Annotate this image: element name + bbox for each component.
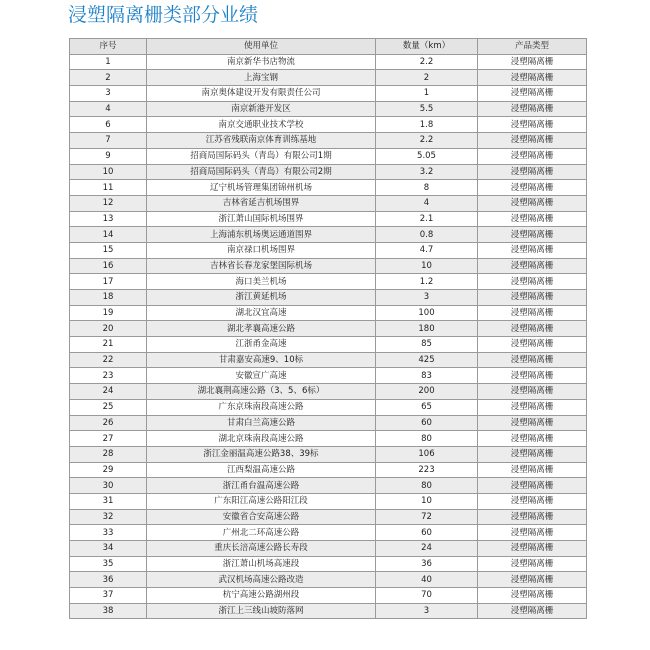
cell-product-type: 浸塑隔离栅 [478,274,587,290]
cell-quantity: 2.2 [376,133,478,149]
cell-index: 10 [70,164,147,180]
cell-product-type: 浸塑隔离栅 [478,86,587,102]
table-row [70,86,587,102]
cell-unit: 江西梨温高速公路 [147,462,376,478]
cell-quantity: 5.05 [376,148,478,164]
table-row [70,274,587,290]
cell-quantity: 4 [376,195,478,211]
cell-quantity: 2 [376,70,478,86]
cell-product-type: 浸塑隔离栅 [478,164,587,180]
cell-index: 13 [70,211,147,227]
cell-product-type: 浸塑隔离栅 [478,384,587,400]
cell-unit: 南京禄口机场围界 [147,242,376,258]
cell-index: 9 [70,148,147,164]
cell-product-type: 浸塑隔离栅 [478,415,587,431]
cell-index: 1 [70,54,147,70]
table-row [70,337,587,353]
cell-quantity: 1 [376,86,478,102]
cell-unit: 海口美兰机场 [147,274,376,290]
cell-index: 23 [70,368,147,384]
cell-unit: 浙江甬台温高速公路 [147,478,376,494]
table-row [70,493,587,509]
table-row [70,117,587,133]
table-row [70,431,587,447]
table-row [70,588,587,604]
cell-product-type: 浸塑隔离栅 [478,101,587,117]
cell-unit: 南京交通职业技术学校 [147,117,376,133]
table-row [70,368,587,384]
cell-quantity: 83 [376,368,478,384]
table-row [70,195,587,211]
cell-quantity: 80 [376,431,478,447]
cell-product-type: 浸塑隔离栅 [478,305,587,321]
cell-quantity: 3 [376,290,478,306]
table-row [70,446,587,462]
cell-index: 34 [70,541,147,557]
cell-unit: 南京奥体建设开发有限责任公司 [147,86,376,102]
cell-unit: 广东阳江高速公路阳江段 [147,493,376,509]
cell-quantity: 5.5 [376,101,478,117]
cell-index: 25 [70,399,147,415]
cell-product-type: 浸塑隔离栅 [478,321,587,337]
cell-index: 4 [70,101,147,117]
cell-index: 37 [70,588,147,604]
table-row [70,541,587,557]
cell-unit: 湖北汉宜高速 [147,305,376,321]
cell-index: 26 [70,415,147,431]
cell-index: 32 [70,509,147,525]
cell-unit: 安徽省合安高速公路 [147,509,376,525]
cell-quantity: 70 [376,588,478,604]
cell-index: 21 [70,337,147,353]
column-header-unit: 使用单位 [147,39,376,55]
cell-quantity: 0.8 [376,227,478,243]
table-row [70,509,587,525]
cell-unit: 南京新港开发区 [147,101,376,117]
cell-unit: 浙江上三线山坡防落网 [147,603,376,619]
cell-product-type: 浸塑隔离栅 [478,603,587,619]
cell-unit: 招商局国际码头（青岛）有限公司2期 [147,164,376,180]
cell-index: 7 [70,133,147,149]
cell-product-type: 浸塑隔离栅 [478,525,587,541]
cell-product-type: 浸塑隔离栅 [478,478,587,494]
cell-unit: 湖北京珠南段高速公路 [147,431,376,447]
cell-quantity: 2.2 [376,54,478,70]
cell-unit: 浙江金丽温高速公路38、39标 [147,446,376,462]
cell-unit: 南京新华书店物流 [147,54,376,70]
page-title: 浸塑隔离栅类部分业绩 [68,4,259,26]
cell-product-type: 浸塑隔离栅 [478,399,587,415]
table-row [70,242,587,258]
cell-index: 15 [70,242,147,258]
cell-unit: 湖北襄荆高速公路（3、5、6标） [147,384,376,400]
cell-quantity: 65 [376,399,478,415]
table-header-row [70,39,587,55]
cell-product-type: 浸塑隔离栅 [478,117,587,133]
table-row [70,133,587,149]
cell-index: 28 [70,446,147,462]
cell-product-type: 浸塑隔离栅 [478,148,587,164]
table-row [70,305,587,321]
cell-quantity: 80 [376,478,478,494]
cell-quantity: 425 [376,352,478,368]
cell-product-type: 浸塑隔离栅 [478,133,587,149]
cell-product-type: 浸塑隔离栅 [478,195,587,211]
table-row [70,399,587,415]
cell-index: 2 [70,70,147,86]
cell-unit: 甘肃白兰高速公路 [147,415,376,431]
cell-index: 20 [70,321,147,337]
cell-product-type: 浸塑隔离栅 [478,211,587,227]
cell-product-type: 浸塑隔离栅 [478,462,587,478]
table-row [70,148,587,164]
table-row [70,556,587,572]
cell-product-type: 浸塑隔离栅 [478,588,587,604]
cell-index: 17 [70,274,147,290]
cell-product-type: 浸塑隔离栅 [478,54,587,70]
cell-product-type: 浸塑隔离栅 [478,556,587,572]
cell-product-type: 浸塑隔离栅 [478,70,587,86]
cell-unit: 浙江萧山国际机场围界 [147,211,376,227]
cell-quantity: 3 [376,603,478,619]
cell-index: 31 [70,493,147,509]
cell-quantity: 100 [376,305,478,321]
cell-index: 18 [70,290,147,306]
column-header-quantity: 数量（km） [376,39,478,55]
cell-index: 29 [70,462,147,478]
cell-index: 35 [70,556,147,572]
table-row [70,180,587,196]
cell-quantity: 85 [376,337,478,353]
table-body [70,54,587,619]
cell-unit: 杭宁高速公路湖州段 [147,588,376,604]
table-row [70,101,587,117]
cell-index: 14 [70,227,147,243]
cell-unit: 上海宝钢 [147,70,376,86]
cell-quantity: 10 [376,493,478,509]
column-header-product-type: 产品类型 [478,39,587,55]
cell-product-type: 浸塑隔离栅 [478,290,587,306]
column-header-index: 序号 [70,39,147,55]
cell-index: 36 [70,572,147,588]
cell-product-type: 浸塑隔离栅 [478,446,587,462]
cell-quantity: 40 [376,572,478,588]
cell-product-type: 浸塑隔离栅 [478,352,587,368]
table-row [70,54,587,70]
cell-index: 16 [70,258,147,274]
table-row [70,384,587,400]
cell-unit: 安徽宣广高速 [147,368,376,384]
cell-product-type: 浸塑隔离栅 [478,337,587,353]
cell-quantity: 72 [376,509,478,525]
cell-index: 24 [70,384,147,400]
cell-quantity: 180 [376,321,478,337]
cell-unit: 广东京珠南段高速公路 [147,399,376,415]
performance-table [69,38,587,619]
cell-quantity: 223 [376,462,478,478]
cell-unit: 甘肃嘉安高速9、10标 [147,352,376,368]
cell-product-type: 浸塑隔离栅 [478,431,587,447]
cell-index: 12 [70,195,147,211]
cell-product-type: 浸塑隔离栅 [478,572,587,588]
cell-unit: 浙江黄延机场 [147,290,376,306]
cell-quantity: 24 [376,541,478,557]
table-row [70,258,587,274]
cell-unit: 广州北二环高速公路 [147,525,376,541]
table-row [70,164,587,180]
cell-quantity: 36 [376,556,478,572]
cell-product-type: 浸塑隔离栅 [478,227,587,243]
cell-quantity: 10 [376,258,478,274]
table-row [70,211,587,227]
cell-unit: 武汉机场高速公路改造 [147,572,376,588]
cell-index: 11 [70,180,147,196]
cell-quantity: 3.2 [376,164,478,180]
table-row [70,227,587,243]
cell-product-type: 浸塑隔离栅 [478,368,587,384]
cell-product-type: 浸塑隔离栅 [478,258,587,274]
cell-unit: 吉林省长春龙家堡国际机场 [147,258,376,274]
cell-quantity: 60 [376,415,478,431]
cell-index: 30 [70,478,147,494]
cell-index: 3 [70,86,147,102]
cell-quantity: 60 [376,525,478,541]
cell-unit: 吉林省延吉机场围界 [147,195,376,211]
table-row [70,603,587,619]
cell-index: 33 [70,525,147,541]
table-row [70,415,587,431]
cell-unit: 江苏省残联南京体育训练基地 [147,133,376,149]
cell-product-type: 浸塑隔离栅 [478,493,587,509]
cell-unit: 上海浦东机场奥运通道围界 [147,227,376,243]
table-row [70,462,587,478]
cell-quantity: 1.8 [376,117,478,133]
table-row [70,525,587,541]
cell-index: 38 [70,603,147,619]
cell-unit: 浙江萧山机场高速段 [147,556,376,572]
table-row [70,352,587,368]
cell-quantity: 8 [376,180,478,196]
cell-quantity: 106 [376,446,478,462]
cell-index: 22 [70,352,147,368]
cell-unit: 重庆长涪高速公路长寿段 [147,541,376,557]
cell-product-type: 浸塑隔离栅 [478,242,587,258]
cell-quantity: 4.7 [376,242,478,258]
table-row [70,290,587,306]
cell-index: 19 [70,305,147,321]
cell-unit: 湖北孝襄高速公路 [147,321,376,337]
cell-unit: 辽宁机场管理集团锦州机场 [147,180,376,196]
cell-quantity: 2.1 [376,211,478,227]
cell-unit: 江浙甬金高速 [147,337,376,353]
cell-product-type: 浸塑隔离栅 [478,509,587,525]
cell-unit: 招商局国际码头（青岛）有限公司1期 [147,148,376,164]
cell-index: 6 [70,117,147,133]
cell-product-type: 浸塑隔离栅 [478,541,587,557]
table-row [70,572,587,588]
cell-quantity: 200 [376,384,478,400]
table-row [70,478,587,494]
table-row [70,321,587,337]
cell-product-type: 浸塑隔离栅 [478,180,587,196]
table-row [70,70,587,86]
cell-index: 27 [70,431,147,447]
cell-quantity: 1.2 [376,274,478,290]
